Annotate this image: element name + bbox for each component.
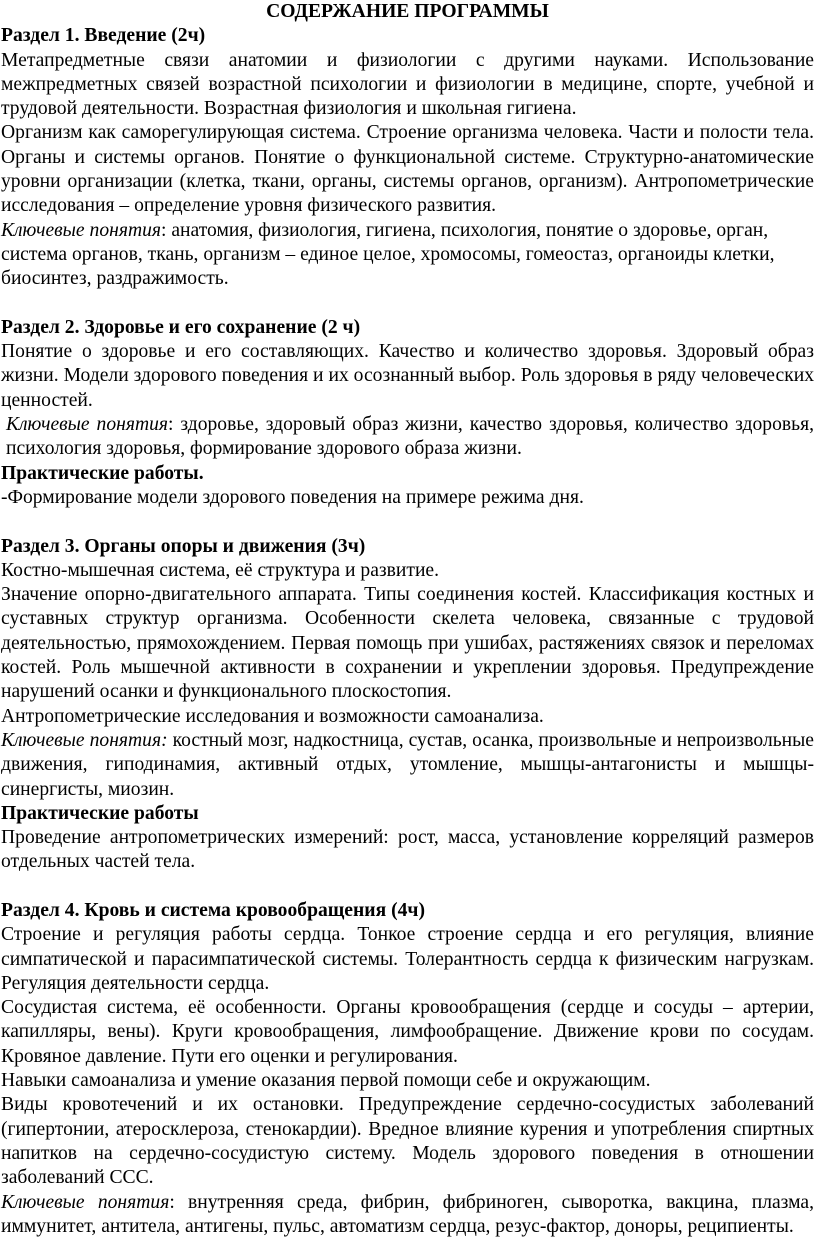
page-title: СОДЕРЖАНИЕ ПРОГРАММЫ (266, 1, 549, 22)
paragraph: Навыки самоанализа и умение оказания первой помощи себе и окружающим. (1, 1070, 651, 1092)
keywords-paragraph (1, 1191, 814, 1240)
keywords-text: : здоровье, здоровый образ жизни, качество здоровья, количество здоровья, психология здоровья, формирование здорового образа жизни. (6, 414, 814, 460)
paragraph: Понятие о здоровье и его составляющих. Качество и количество здоровья. Здоровый образ жизни. Модели здорового поведения и их осознанный выбор. Роль здоровья в ряду человеческих ценностей. (1, 341, 814, 411)
keywords-label: Ключевые понятия: (1, 729, 168, 751)
practical-text: -Формирование модели здорового поведения на примере режима дня. (1, 486, 584, 508)
section-heading: Раздел 2. Здоровье и его сохранение (2 ч) (1, 316, 361, 338)
section-4 (1, 899, 814, 1239)
spacer (1, 875, 814, 899)
paragraph: Костно-мышечная система, её структура и развитие. (1, 559, 440, 581)
keywords-text: : анатомия, физиология, гигиена, психология, понятие о здоровье, орган, система органов, ткань, организм – единое целое, хромосомы, гомеостаз, органоиды клетки, биосинтез, раздражимость. (1, 219, 775, 290)
keywords-label: Ключевые понятия (1, 1191, 170, 1213)
section-heading: Раздел 3. Органы опоры и движения (3ч) (1, 535, 366, 557)
paragraph: Виды кровотечений и их остановки. Предупреждение сердечно-сосудистых заболеваний (гипертонии, атеросклероза, стенокардии). Вредное влияние курения и употребления спиртных напитков на сердечно-сосудистую систему. Модель здорового поведения в отношении заболеваний ССС. (1, 1094, 814, 1189)
section-1 (1, 24, 814, 291)
keywords-paragraph (1, 219, 814, 292)
section-heading: Раздел 4. Кровь и система кровообращения (4ч) (1, 899, 425, 921)
keywords-paragraph (1, 413, 814, 462)
section-heading: Раздел 1. Введение (2ч) (1, 25, 206, 47)
paragraph: Антропометрические исследования и возможности самоанализа. (1, 705, 544, 727)
practical-heading: Практические работы. (1, 462, 204, 484)
paragraph: Организм как саморегулирующая система. Строение организма человека. Части и полости тела. Органы и системы органов. Понятие о функциональной системе. Структурно-анатомические уровни организации (клетка, ткани, органы, системы органов, организм). Антропометрические исследования – определение уровня физического развития. (1, 122, 814, 217)
paragraph: Значение опорно-двигательного аппарата. Типы соединения костей. Классификация костных и суставных структур организма. Особенности скелета человека, связанные с трудовой деятельностью, прямохождением. Первая помощь при ушибах, растяжениях связок и переломах костей. Роль мышечной активности в сохранении и укреплении здоровья. Предупреждение нарушений осанки и функционального плоскостопия. (1, 584, 814, 703)
practical-text: Проведение антропометрических измерений: рост, масса, установление корреляций размеров отдельных частей тела. (1, 827, 814, 873)
paragraph: Метапредметные связи анатомии и физиологии с другими науками. Использование межпредметных связей возрастной психологии и физиологии в медицине, спорте, учебной и трудовой деятельности. Возрастная физиология и школьная гигиена. (1, 49, 814, 120)
keywords-text: костный мозг, надкостница, сустав, осанка, произвольные и непроизвольные движения, гиподинамия, активный отдых, утомление, мышцы-антагонисты и мышцы-синергисты, миозин. (1, 729, 815, 800)
section-3 (1, 535, 814, 875)
spacer (1, 510, 814, 534)
paragraph: Сосудистая система, её особенности. Органы кровообращения (сердце и сосуды – артерии, капилляры, вены). Круги кровообращения, лимфообращение. Движение крови по сосудам. Кровяное давление. Пути его оценки и регулирования. (1, 997, 814, 1067)
spacer (1, 292, 814, 316)
keywords-text: : внутренняя среда, фибрин, фибриноген, сыворотка, вакцина, плазма, иммунитет, антитела, антигены, пульс, автоматизм сердца, резус-фактор, доноры, реципиенты. (1, 1191, 814, 1237)
practical-heading: Практические работы (1, 802, 199, 824)
keywords-label: Ключевые понятия (1, 219, 162, 241)
paragraph: Строение и регуляция работы сердца. Тонкое строение сердца и его регуляция, влияние симпатической и парасимпатической системы. Толерантность сердца к физическим нагрузкам. Регуляция деятельности сердца. (1, 924, 814, 994)
keywords-label: Ключевые понятия (6, 414, 168, 436)
section-2 (1, 316, 814, 510)
keywords-paragraph (1, 729, 814, 802)
